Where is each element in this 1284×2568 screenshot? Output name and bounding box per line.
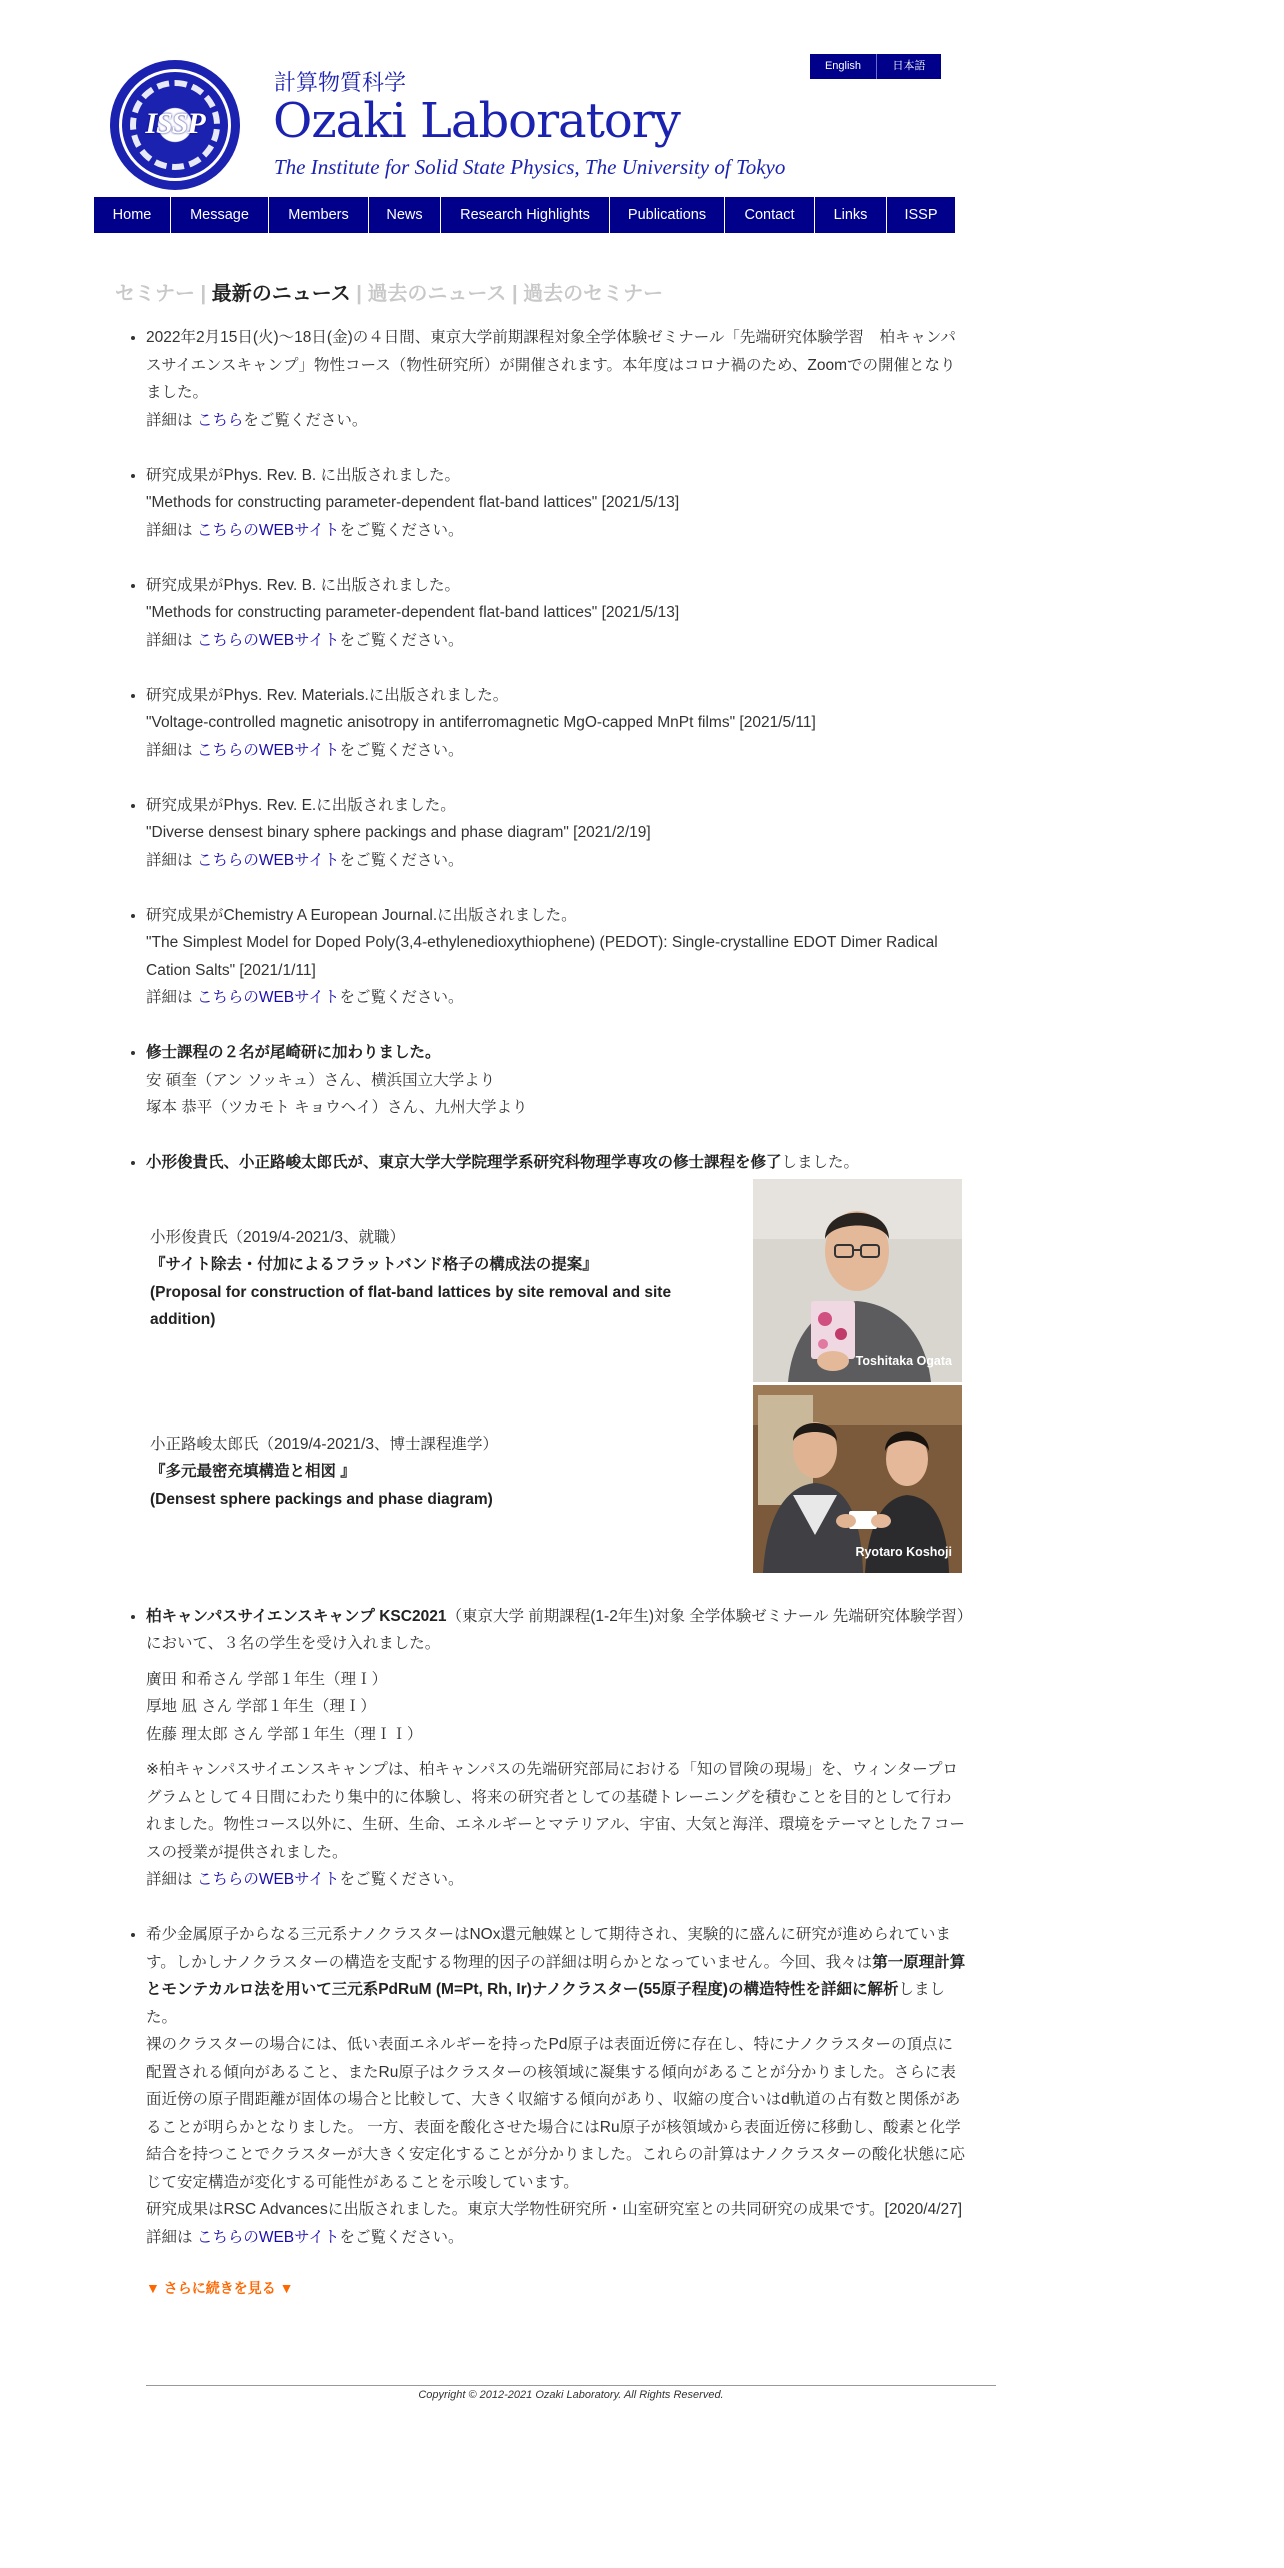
nav-members[interactable]: Members [269, 197, 369, 233]
detail-prefix: 詳細は [146, 521, 197, 539]
detail-prefix: 詳細は [146, 411, 197, 429]
detail-suffix: をご覧ください。 [339, 2228, 464, 2246]
tab-latest-news[interactable]: 最新のニュース [211, 283, 351, 305]
nav-publications[interactable]: Publications [610, 197, 725, 233]
news-text: • 2022年2月15日(火)～18日(金)の４日間、東京大学前期課程対象全学体験ゼミナール「先端研究体験学習 柏キャンパスサイエンスキャンプ」物性コース（物性研究所）が開催されます。本年度はコロナ禍のため、Zoomでの開催となりました。 [146, 329, 956, 401]
detail-suffix: をご覧ください。 [339, 741, 464, 759]
paper-title: "Methods for constructing parameter-dependent flat-band lattices" [2021/5/13] [146, 604, 680, 621]
nav-news[interactable]: News [369, 197, 441, 233]
web-link[interactable]: こちらのWEBサイト [196, 2228, 340, 2246]
web-link[interactable]: こちらのWEBサイト [196, 631, 340, 649]
web-link[interactable]: こちらのWEBサイト [196, 851, 340, 869]
paper-title: "Voltage-controlled magnetic anisotropy in antiferromagnetic MgO-capped MnPt films" [2021/5/11] [146, 714, 816, 731]
paper-title: "Diverse densest binary sphere packings and phase diagram" [2021/2/19] [146, 824, 651, 841]
detail-prefix: 詳細は [146, 851, 197, 869]
site-subtitle: The Institute for Solid State Physics, The University of Tokyo [274, 155, 786, 179]
paper-title: "The Simplest Model for Doped Poly(3,4-ethylenedioxythiophene) (PEDOT): Single-crystalline EDOT Dimer Radical Cation Salts" [2021/1/11] [146, 934, 938, 979]
news-item [146, 682, 966, 765]
detail-suffix: をご覧ください。 [339, 1871, 464, 1888]
member-line: 塚本 恭平（ツカモト キョウヘイ）さん、九州大学より [146, 1099, 528, 1116]
tab-separator: | [506, 283, 524, 305]
detail-suffix: をご覧ください。 [339, 851, 464, 869]
tab-past-news[interactable]: 過去のニュース [367, 283, 507, 305]
news-tabs [115, 277, 663, 306]
news-text: （東京大学 前期課程(1-2年生)対象 全学体験ゼミナール 先端研究体験学習）において、３名の学生を受け入れました。 [146, 1607, 965, 1652]
news-item [146, 324, 966, 434]
news-item [146, 902, 966, 1012]
nav-links[interactable]: Links [815, 197, 887, 233]
thesis-title-en: (Densest sphere packings and phase diagram) [150, 1490, 493, 1508]
web-link[interactable]: こちらのWEBサイト [196, 521, 340, 539]
news-text: 裸のクラスターの場合には、低い表面エネルギーを持ったPd原子は表面近傍に存在し、特にナノクラスターの頂点に配置される傾向があること、またRu原子はクラスターの核領域に凝集する傾向があることが分かりました。さらに表面近傍の原子間距離が固体の場合と比較して、大きく収縮する傾向があり、収縮の度合いはd軌道の占有数と関係があることが明らかとなりました。 一方、表面を酸化させた場合にはRu原子が核領域から表面近傍に移動し、酸素と化学結合を持つことでクラスターが大きく安定化することが分かりました。これらの計算はナノクラスターの酸化状態に応じて安定構造が変化する可能性があることを示唆しています。 [146, 2036, 966, 2191]
headline-suffix: しました。 [781, 1154, 860, 1171]
detail-link[interactable]: こちら [196, 411, 244, 429]
news-text: 研究成果はRSC Advancesに出版されました。東京大学物性研究所・山室研究室との共同研究の成果です。[2020/4/27] [146, 2201, 963, 2218]
detail-suffix: をご覧ください。 [339, 989, 464, 1006]
nav-issp[interactable]: ISSP [904, 207, 938, 223]
issp-logo-icon[interactable] [110, 60, 240, 190]
tab-past-seminar[interactable]: 過去のセミナー [523, 283, 664, 305]
graduate-ogata [146, 1179, 966, 1385]
thesis-title-en: (Proposal for construction of flat-band lattices by site removal and site addition) [150, 1283, 672, 1328]
news-headline: 修士課程の２名が尾崎研に加わりました。 [146, 1044, 441, 1061]
detail-prefix: 詳細は [146, 741, 197, 759]
thesis-title-jp: 『サイト除去・付加によるフラットバンド格子の構成法の提案』 [150, 1256, 598, 1273]
news-item [146, 1603, 966, 1894]
graduate-name: 小正路峻太郎氏（2019/4-2021/3、博士課程進学） [150, 1435, 498, 1453]
web-link[interactable]: こちらのWEBサイト [196, 1871, 340, 1888]
tab-separator: | [195, 283, 212, 305]
photo-caption: Ryotaro Koshoji [855, 1545, 952, 1559]
news-text: • 研究成果がPhys. Rev. B. に出版されました。 [146, 466, 461, 484]
student-line: 厚地 凪 さん 学部１年生（理Ｉ） [146, 1698, 376, 1715]
detail-suffix: をご覧ください。 [243, 411, 368, 429]
news-item [146, 1149, 966, 1573]
graduate-koshoji [146, 1385, 966, 1573]
site-title-jp: 計算物質科学 [274, 71, 407, 96]
detail-suffix: をご覧ください。 [339, 631, 464, 649]
news-text: • 研究成果がPhys. Rev. E.に出版されました。 [146, 796, 456, 814]
paper-title: "Methods for constructing parameter-dependent flat-band lattices" [2021/5/13] [146, 494, 680, 511]
news-text: • 研究成果がPhys. Rev. B. に出版されました。 [146, 576, 461, 594]
site-title[interactable]: Ozaki Laboratory [273, 93, 680, 149]
main-nav [94, 197, 955, 233]
news-highlight: 第一原理計算とモンテカルロ法を用いて三元系PdRuM (M=Pt, Rh, Ir)ナノクラスター(55原子程度)の構造特性を詳細に解析 [146, 1953, 966, 1998]
news-text: しました。 [146, 1981, 945, 2026]
nav-contact[interactable]: Contact [725, 197, 815, 233]
footer-copyright: Copyright © 2012-2021 Ozaki Laboratory. All Rights Reserved. [146, 2385, 996, 2401]
thesis-title-jp: 『多元最密充填構造と相図 』 [150, 1463, 356, 1480]
news-text: 希少金属原子からなる三元系ナノクラスターはNOx還元触媒として期待され、実験的に盛んに研究が進められています。しかしナノクラスターの構造を支配する物理的因子の詳細は明らかとなっていません。今回、我々は [146, 1926, 951, 1971]
ogata-photo [753, 1179, 962, 1382]
news-headline: 柏キャンパスサイエンスキャンプ KSC2021 [146, 1607, 447, 1625]
student-line: 佐藤 理太郎 さん 学部１年生（理ＩＩ） [146, 1725, 423, 1743]
lang-japanese-button[interactable]: 日本語 [876, 54, 941, 79]
web-link[interactable]: こちらのWEBサイト [196, 741, 340, 759]
news-item [146, 572, 966, 655]
news-text: • 研究成果がChemistry A European Journal.に出版されました。 [146, 906, 577, 924]
member-line: 安 碩奎（アン ソッキュ）さん、横浜国立大学より [146, 1071, 496, 1089]
student-line: 廣田 和希さん 学部１年生（理Ｉ） [146, 1670, 388, 1688]
show-more-link[interactable]: ▼ さらに続きを見る ▼ [146, 2279, 294, 2296]
detail-prefix: 詳細は [146, 1871, 197, 1888]
news-item [146, 792, 966, 875]
nav-home[interactable]: Home [94, 197, 171, 233]
news-item [146, 1039, 966, 1122]
news-item [146, 462, 966, 545]
news-headline: 小形俊貴氏、小正路峻太郎氏が、東京大学大学院理学系研究科物理学専攻の修士課程を修了 [146, 1154, 782, 1171]
tab-separator: | [350, 283, 368, 305]
nav-research-highlights[interactable]: Research Highlights [441, 197, 610, 233]
nav-message[interactable]: Message [171, 197, 269, 233]
news-text: • 研究成果がPhys. Rev. Materials.に出版されました。 [146, 686, 509, 704]
detail-prefix: 詳細は [146, 631, 197, 649]
web-link[interactable]: こちらのWEBサイト [196, 989, 340, 1006]
logo-text: ISSP [145, 107, 205, 140]
graduate-name: 小形俊貴氏（2019/4-2021/3、就職） [150, 1228, 405, 1246]
detail-prefix: 詳細は [146, 2228, 197, 2246]
koshoji-photo [753, 1385, 962, 1573]
photo-caption: Toshitaka Ogata [855, 1354, 952, 1368]
camp-note: ※柏キャンパスサイエンスキャンプは、柏キャンパスの先端研究部局における「知の冒険の現場」を、ウィンタープログラムとして４日間にわたり集中的に体験し、将来の研究者としての基礎トレーニングを積むことを目的として行われました。物性コース以外に、生研、生命、エネルギーとマテリアル、宇宙、大気と海洋、環境をテーマとした７コースの授業が提供されました。 [146, 1761, 965, 1861]
tab-seminar[interactable]: セミナー [115, 283, 195, 305]
lang-english-button[interactable]: English [810, 54, 876, 79]
detail-suffix: をご覧ください。 [339, 521, 464, 539]
news-item [146, 1921, 966, 2251]
detail-prefix: 詳細は [146, 989, 197, 1006]
news-list [146, 324, 966, 2302]
